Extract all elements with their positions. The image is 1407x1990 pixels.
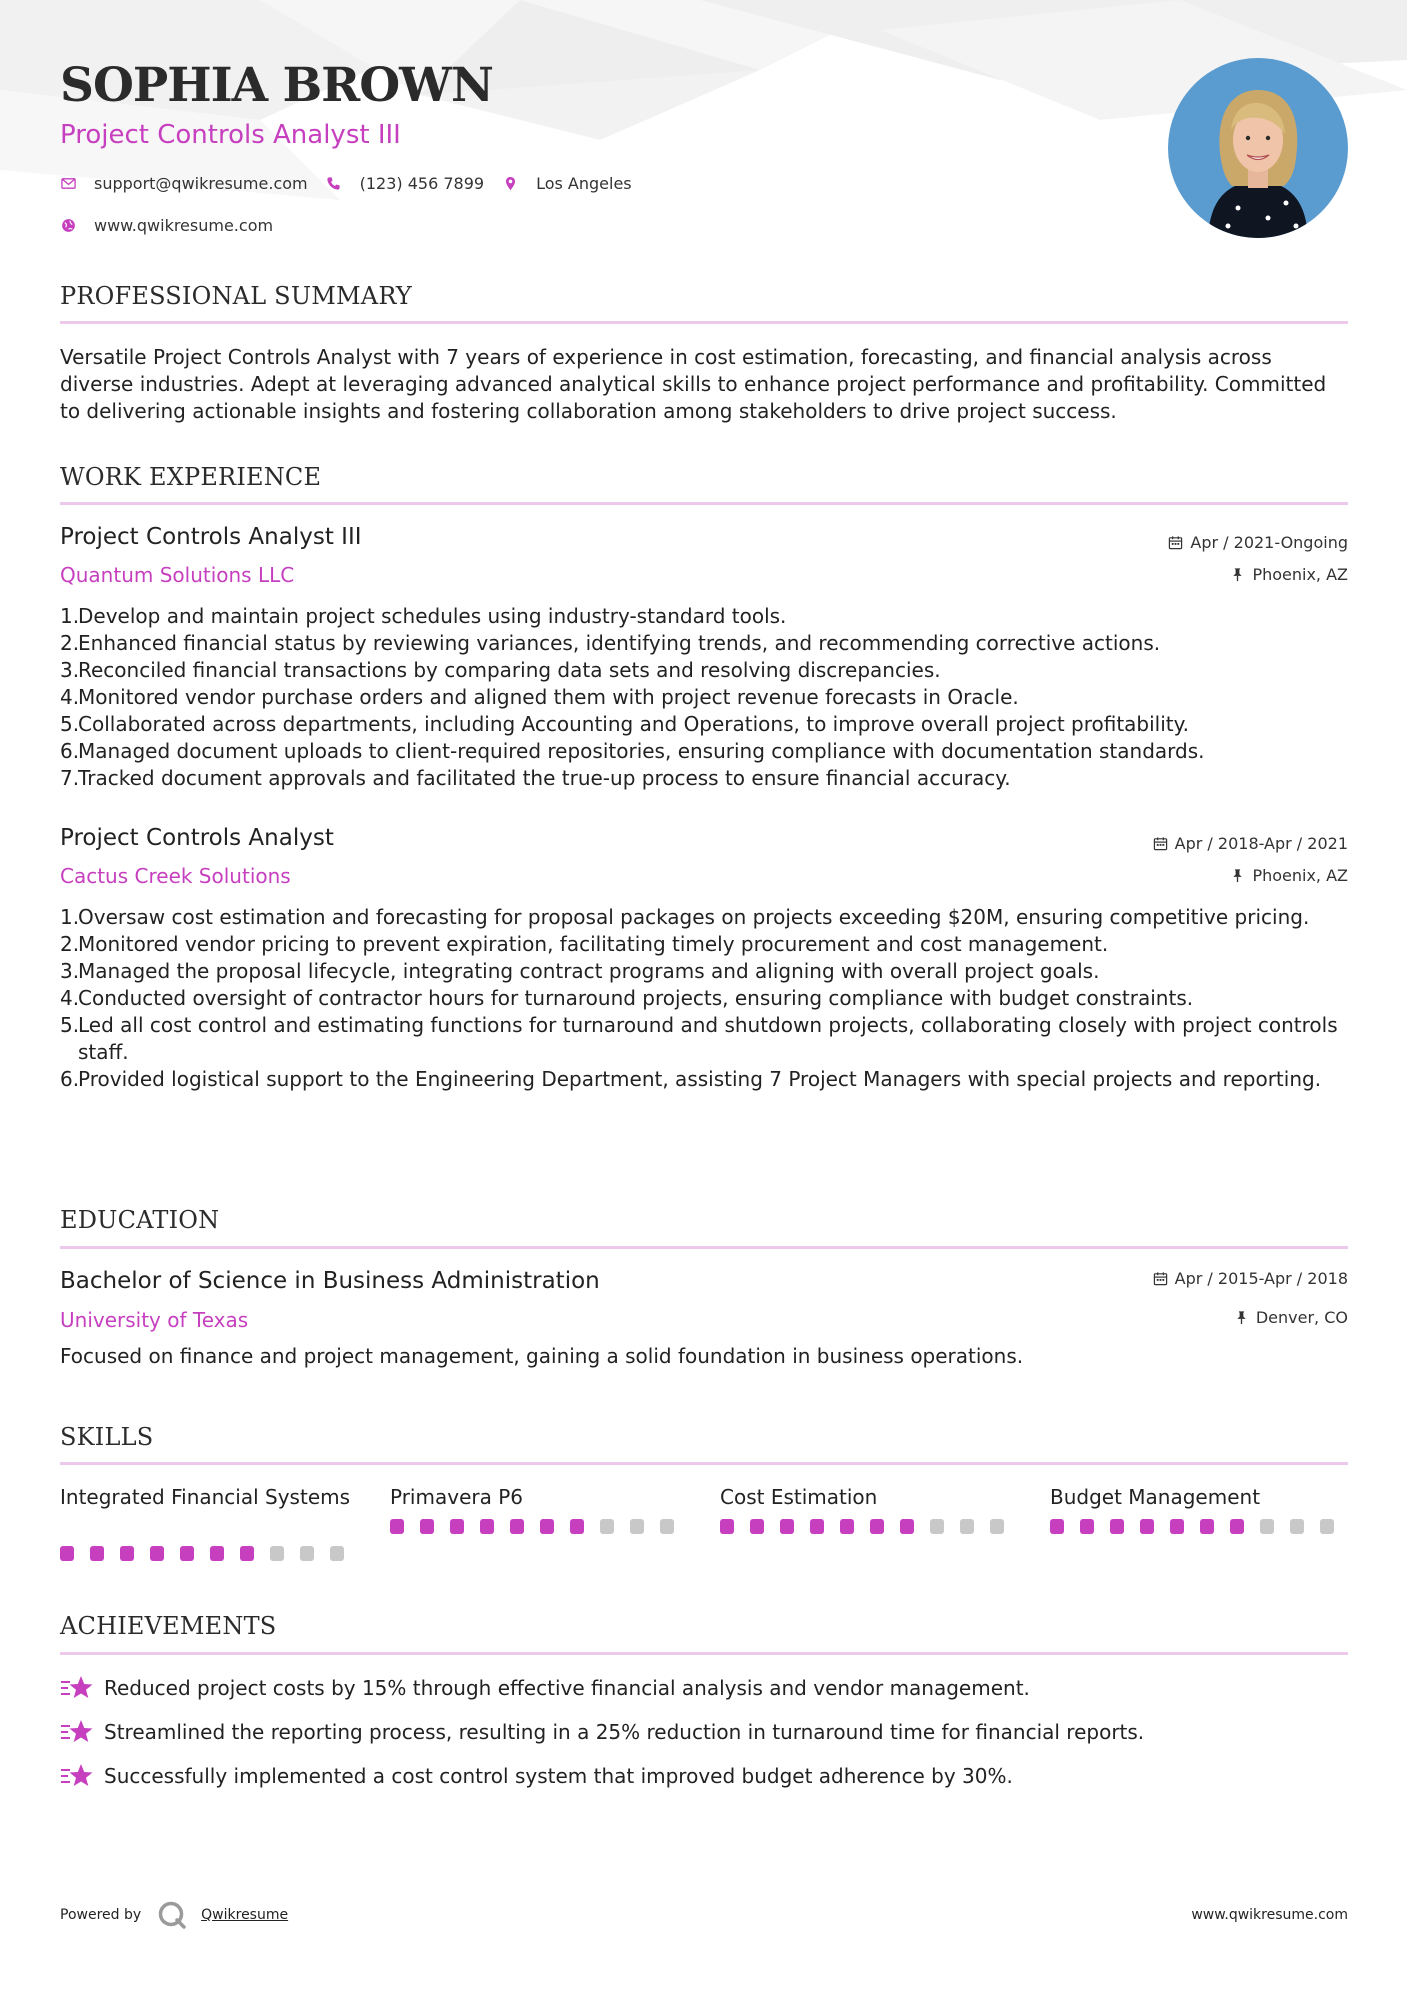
rating-dot-empty [660,1519,674,1534]
job-dates-text: Apr / 2021-Ongoing [1190,533,1348,552]
achievement-item [60,1718,1144,1746]
skill-rating [390,1519,690,1534]
skill-name: Integrated Financial Systems [60,1485,351,1509]
rating-dot-empty [960,1519,974,1534]
rating-dot-empty [1290,1519,1304,1534]
list-item: 6. Managed document uploads to client-required repositories, ensuring compliance with documentation standards. [60,739,1205,763]
rating-dot-filled [1170,1519,1184,1534]
rating-dot-filled [1050,1519,1064,1534]
achievements-divider [60,1652,1348,1655]
skill-name: Cost Estimation [720,1485,878,1509]
rating-dot-filled [750,1519,764,1534]
qwikresume-link[interactable]: Qwikresume [201,1907,289,1923]
envelope-icon [60,176,76,192]
rating-dot-filled [810,1519,824,1534]
list-item: 4. Monitored vendor purchase orders and aligned them with project revenue forecasts in Oracle. [60,685,1019,709]
footer-powered-by [60,1900,288,1930]
summary-divider [60,321,1348,324]
achievement-text: Successfully implemented a cost control system that improved budget adherence by 30%. [104,1764,1013,1788]
list-item: 4. Conducted oversight of contractor hours for turnaround projects, ensuring compliance with budget constraints. [60,986,1194,1010]
list-item: 1. Develop and maintain project schedules using industry-standard tools. [60,604,787,628]
job-location-text: Phoenix, AZ [1252,565,1348,584]
rating-dot-filled [870,1519,884,1534]
profile-photo [1168,58,1348,238]
education-location-text: Denver, CO [1255,1308,1348,1327]
skill-rating [60,1546,360,1561]
calendar-icon [1153,1271,1168,1286]
rating-dot-empty [990,1519,1004,1534]
skill-item [720,1484,1020,1534]
skill-rating [1050,1519,1350,1534]
education-description: Focused on finance and project management, gaining a solid foundation in business operations. [60,1344,1024,1368]
list-item: 6. Provided logistical support to the Engineering Department, assisting 7 Project Managers with special projects and reporting. [60,1067,1322,1091]
education-dates [1153,1269,1348,1288]
rating-dot-filled [1230,1519,1244,1534]
skill-item [1050,1484,1350,1534]
calendar-icon [1168,535,1183,550]
summary-heading: PROFESSIONAL SUMMARY [60,282,412,310]
rating-dot-filled [450,1519,464,1534]
job-dates-text: Apr / 2018-Apr / 2021 [1174,834,1348,853]
achievement-item [60,1762,1013,1790]
rating-dot-filled [900,1519,914,1534]
job-location-text: Phoenix, AZ [1252,866,1348,885]
degree-title: Bachelor of Science in Business Administration [60,1268,600,1294]
school-name: University of Texas [60,1308,249,1332]
candidate-title: Project Controls Analyst III [60,120,401,150]
resume-page [60,0,1348,1990]
skill-rating [720,1519,1020,1534]
list-item: 3. Reconciled financial transactions by comparing data sets and resolving discrepancies. [60,658,941,682]
phone-number[interactable]: (123) 456 7899 [359,174,485,193]
job-dates [1168,533,1348,552]
footer-website-link[interactable]: www.qwikresume.com [1191,1907,1348,1923]
rating-dot-filled [60,1546,74,1561]
education-heading: EDUCATION [60,1206,220,1234]
rating-dot-empty [600,1519,614,1534]
rating-dot-filled [540,1519,554,1534]
achievements-heading: ACHIEVEMENTS [60,1612,277,1640]
map-pin-icon [502,176,518,192]
pushpin-icon [1230,868,1245,883]
list-item: 1. Oversaw cost estimation and forecasting for proposal packages on projects exceeding $20M, ensuring competitive pricing. [60,905,1310,929]
skills-heading: SKILLS [60,1423,154,1451]
shooting-star-icon [60,1674,94,1702]
shooting-star-icon [60,1762,94,1790]
education-divider [60,1246,1348,1249]
website-link[interactable]: www.qwikresume.com [94,216,274,235]
summary-text: Versatile Project Controls Analyst with 7 years of experience in cost estimation, forecasting, and financial analysis across diverse industries. Adept at leveraging advanced analytical skills to enhance project performance and profitability. Committed to delivering actionable insights and fostering collaboration among stakeholders to drive project success. [60,345,1327,423]
rating-dot-filled [240,1546,254,1561]
achievement-item [60,1674,1030,1702]
skill-item [390,1484,690,1534]
job-title: Project Controls Analyst [60,825,334,851]
qwikresume-logo-icon [157,1900,187,1930]
rating-dot-filled [90,1546,104,1561]
location-text: Los Angeles [536,174,632,193]
pushpin-icon [1234,1310,1249,1325]
rating-dot-empty [630,1519,644,1534]
skill-item [60,1484,360,1561]
rating-dot-empty [930,1519,944,1534]
rating-dot-filled [180,1546,194,1561]
rating-dot-filled [1200,1519,1214,1534]
rating-dot-filled [1140,1519,1154,1534]
email-link[interactable]: support@qwikresume.com [94,174,308,193]
rating-dot-filled [120,1546,134,1561]
list-item: 2. Enhanced financial status by reviewing variances, identifying trends, and recommending corrective actions. [60,631,1161,655]
shooting-star-icon [60,1718,94,1746]
list-item: 2. Monitored vendor pricing to prevent expiration, facilitating timely procurement and cost management. [60,932,1109,956]
rating-dot-filled [1080,1519,1094,1534]
phone-icon [326,176,342,192]
achievement-text: Streamlined the reporting process, resulting in a 25% reduction in turnaround time for financial reports. [104,1720,1145,1744]
education-location [1234,1308,1348,1327]
job-title: Project Controls Analyst III [60,524,362,550]
rating-dot-empty [1320,1519,1334,1534]
rating-dot-filled [210,1546,224,1561]
rating-dot-empty [1260,1519,1274,1534]
skill-name: Primavera P6 [390,1485,523,1509]
job-dates [1153,834,1348,853]
job-location [1230,866,1348,885]
list-item: 5. Led all cost control and estimating functions for turnaround and shutdown projects, collaborating closely with project controls staff. [60,1013,1338,1064]
rating-dot-filled [420,1519,434,1534]
pushpin-icon [1230,567,1245,582]
rating-dot-filled [780,1519,794,1534]
experience-heading: WORK EXPERIENCE [60,463,322,491]
rating-dot-filled [1110,1519,1124,1534]
education-dates-text: Apr / 2015-Apr / 2018 [1174,1269,1348,1288]
rating-dot-filled [720,1519,734,1534]
rating-dot-filled [390,1519,404,1534]
rating-dot-filled [480,1519,494,1534]
contact-row-2 [60,216,291,235]
list-item: 5. Collaborated across departments, including Accounting and Operations, to improve overall project profitability. [60,712,1189,736]
globe-icon [60,218,76,234]
list-item: 7. Tracked document approvals and facilitated the true-up process to ensure financial accuracy. [60,766,1011,790]
powered-by-label: Powered by [60,1907,142,1923]
skill-name: Budget Management [1050,1485,1261,1509]
contact-row-1 [60,174,650,193]
rating-dot-filled [150,1546,164,1561]
rating-dot-filled [570,1519,584,1534]
job-responsibilities-list [60,603,1348,792]
rating-dot-filled [510,1519,524,1534]
experience-divider [60,502,1348,505]
job-location [1230,565,1348,584]
skills-divider [60,1462,1348,1465]
rating-dot-filled [840,1519,854,1534]
rating-dot-empty [300,1546,314,1561]
achievement-text: Reduced project costs by 15% through effective financial analysis and vendor management. [104,1676,1030,1700]
rating-dot-empty [270,1546,284,1561]
candidate-name: SOPHIA BROWN [60,58,493,113]
rating-dot-empty [330,1546,344,1561]
company-name: Cactus Creek Solutions [60,864,291,888]
calendar-icon [1153,836,1168,851]
job-responsibilities-list [60,904,1348,1093]
list-item: 3. Managed the proposal lifecycle, integrating contract programs and aligning with overall project goals. [60,959,1100,983]
company-name: Quantum Solutions LLC [60,563,295,587]
